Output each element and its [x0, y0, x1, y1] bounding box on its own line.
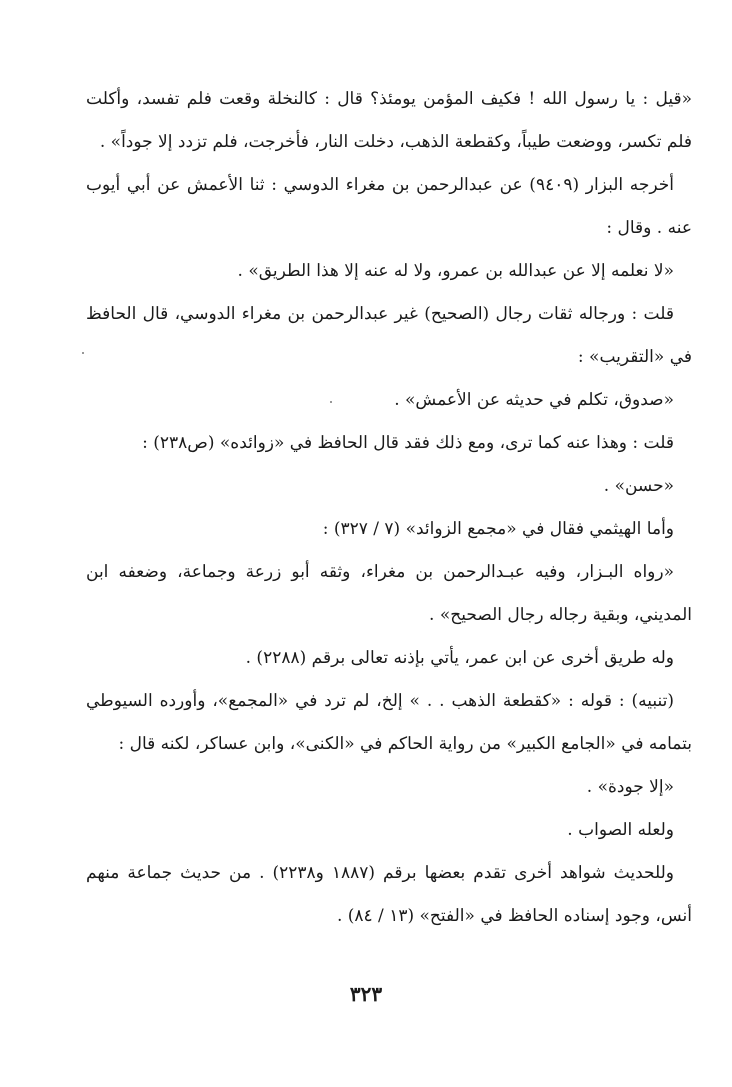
haythami-intro: وأما الهيثمي فقال في «مجمع الزوائد» (٧ / ٣٢٧) : — [322, 519, 674, 539]
majma-quote: «رواه البـزار، وفيه عبـدالرحمن بن مغراء، وثقه أبو زرعة وجماعة، وضعفه ابن المديني، وبقية رجاله رجال الصحيح» . — [86, 562, 692, 625]
scan-speck — [82, 352, 84, 354]
sawab-remark: ولعله الصواب . — [567, 820, 674, 840]
taqrib-quote: «صدوق، تكلم في حديثه عن الأعمش» . — [394, 390, 674, 410]
tanbih-note: (تنبيه) : قوله : «كقطعة الذهب . . » إلخ، لم ترد في «المجمع»، وأورده السيوطي بتمامه في «الجامع الكبير» من رواية الحاكم في «الكنى»، وابن عساكر، لكنه قال : — [86, 691, 692, 754]
hasan-quote: «حسن» . — [603, 476, 674, 496]
page-body — [86, 78, 692, 938]
narrators-comment: قلت : ورجاله ثقات رجال (الصحيح) غير عبدالرحمن بن مغراء الدوسي، قال الحافظ في «التقريب» : — [86, 304, 692, 367]
takhrij-paragraph: أخرجه البزار (٩٤٠٩) عن عبدالرحمن بن مغراء الدوسي : ثنا الأعمش عن أبي أيوب عنه . وقال : — [86, 175, 692, 238]
another-route: وله طريق أخرى عن ابن عمر، يأتي بإذنه تعالى برقم (٢٢٨٨) . — [245, 648, 674, 668]
bazzar-quote: «لا نعلمه إلا عن عبدالله بن عمرو، ولا له عنه إلا هذا الطريق» . — [237, 261, 674, 281]
jawda-quote: «إلا جودة» . — [586, 777, 674, 797]
page-number: ٣٢٣ — [349, 982, 383, 1006]
zawaid-comment: قلت : وهذا عنه كما ترى، ومع ذلك فقد قال الحافظ في «زوائده» (ص٢٣٨) : — [142, 433, 674, 453]
shawahid-paragraph: وللحديث شواهد أخرى تقدم بعضها برقم (١٨٨٧ و٢٢٣٨) . من حديث جماعة منهم أنس، وجود إسناده الحافظ في «الفتح» (١٣ / ٨٤) . — [86, 863, 692, 926]
hadith-text: «قيل : يا رسول الله ! فكيف المؤمن يومئذ؟ قال : كالنخلة وقعت فلم تفسد، وأكلت فلم تكسر، ووضعت طيباً، وكقطعة الذهب، دخلت النار، فأخرجت، فلم تزدد إلا جوداً» . — [86, 89, 692, 152]
scan-speck — [330, 401, 332, 403]
